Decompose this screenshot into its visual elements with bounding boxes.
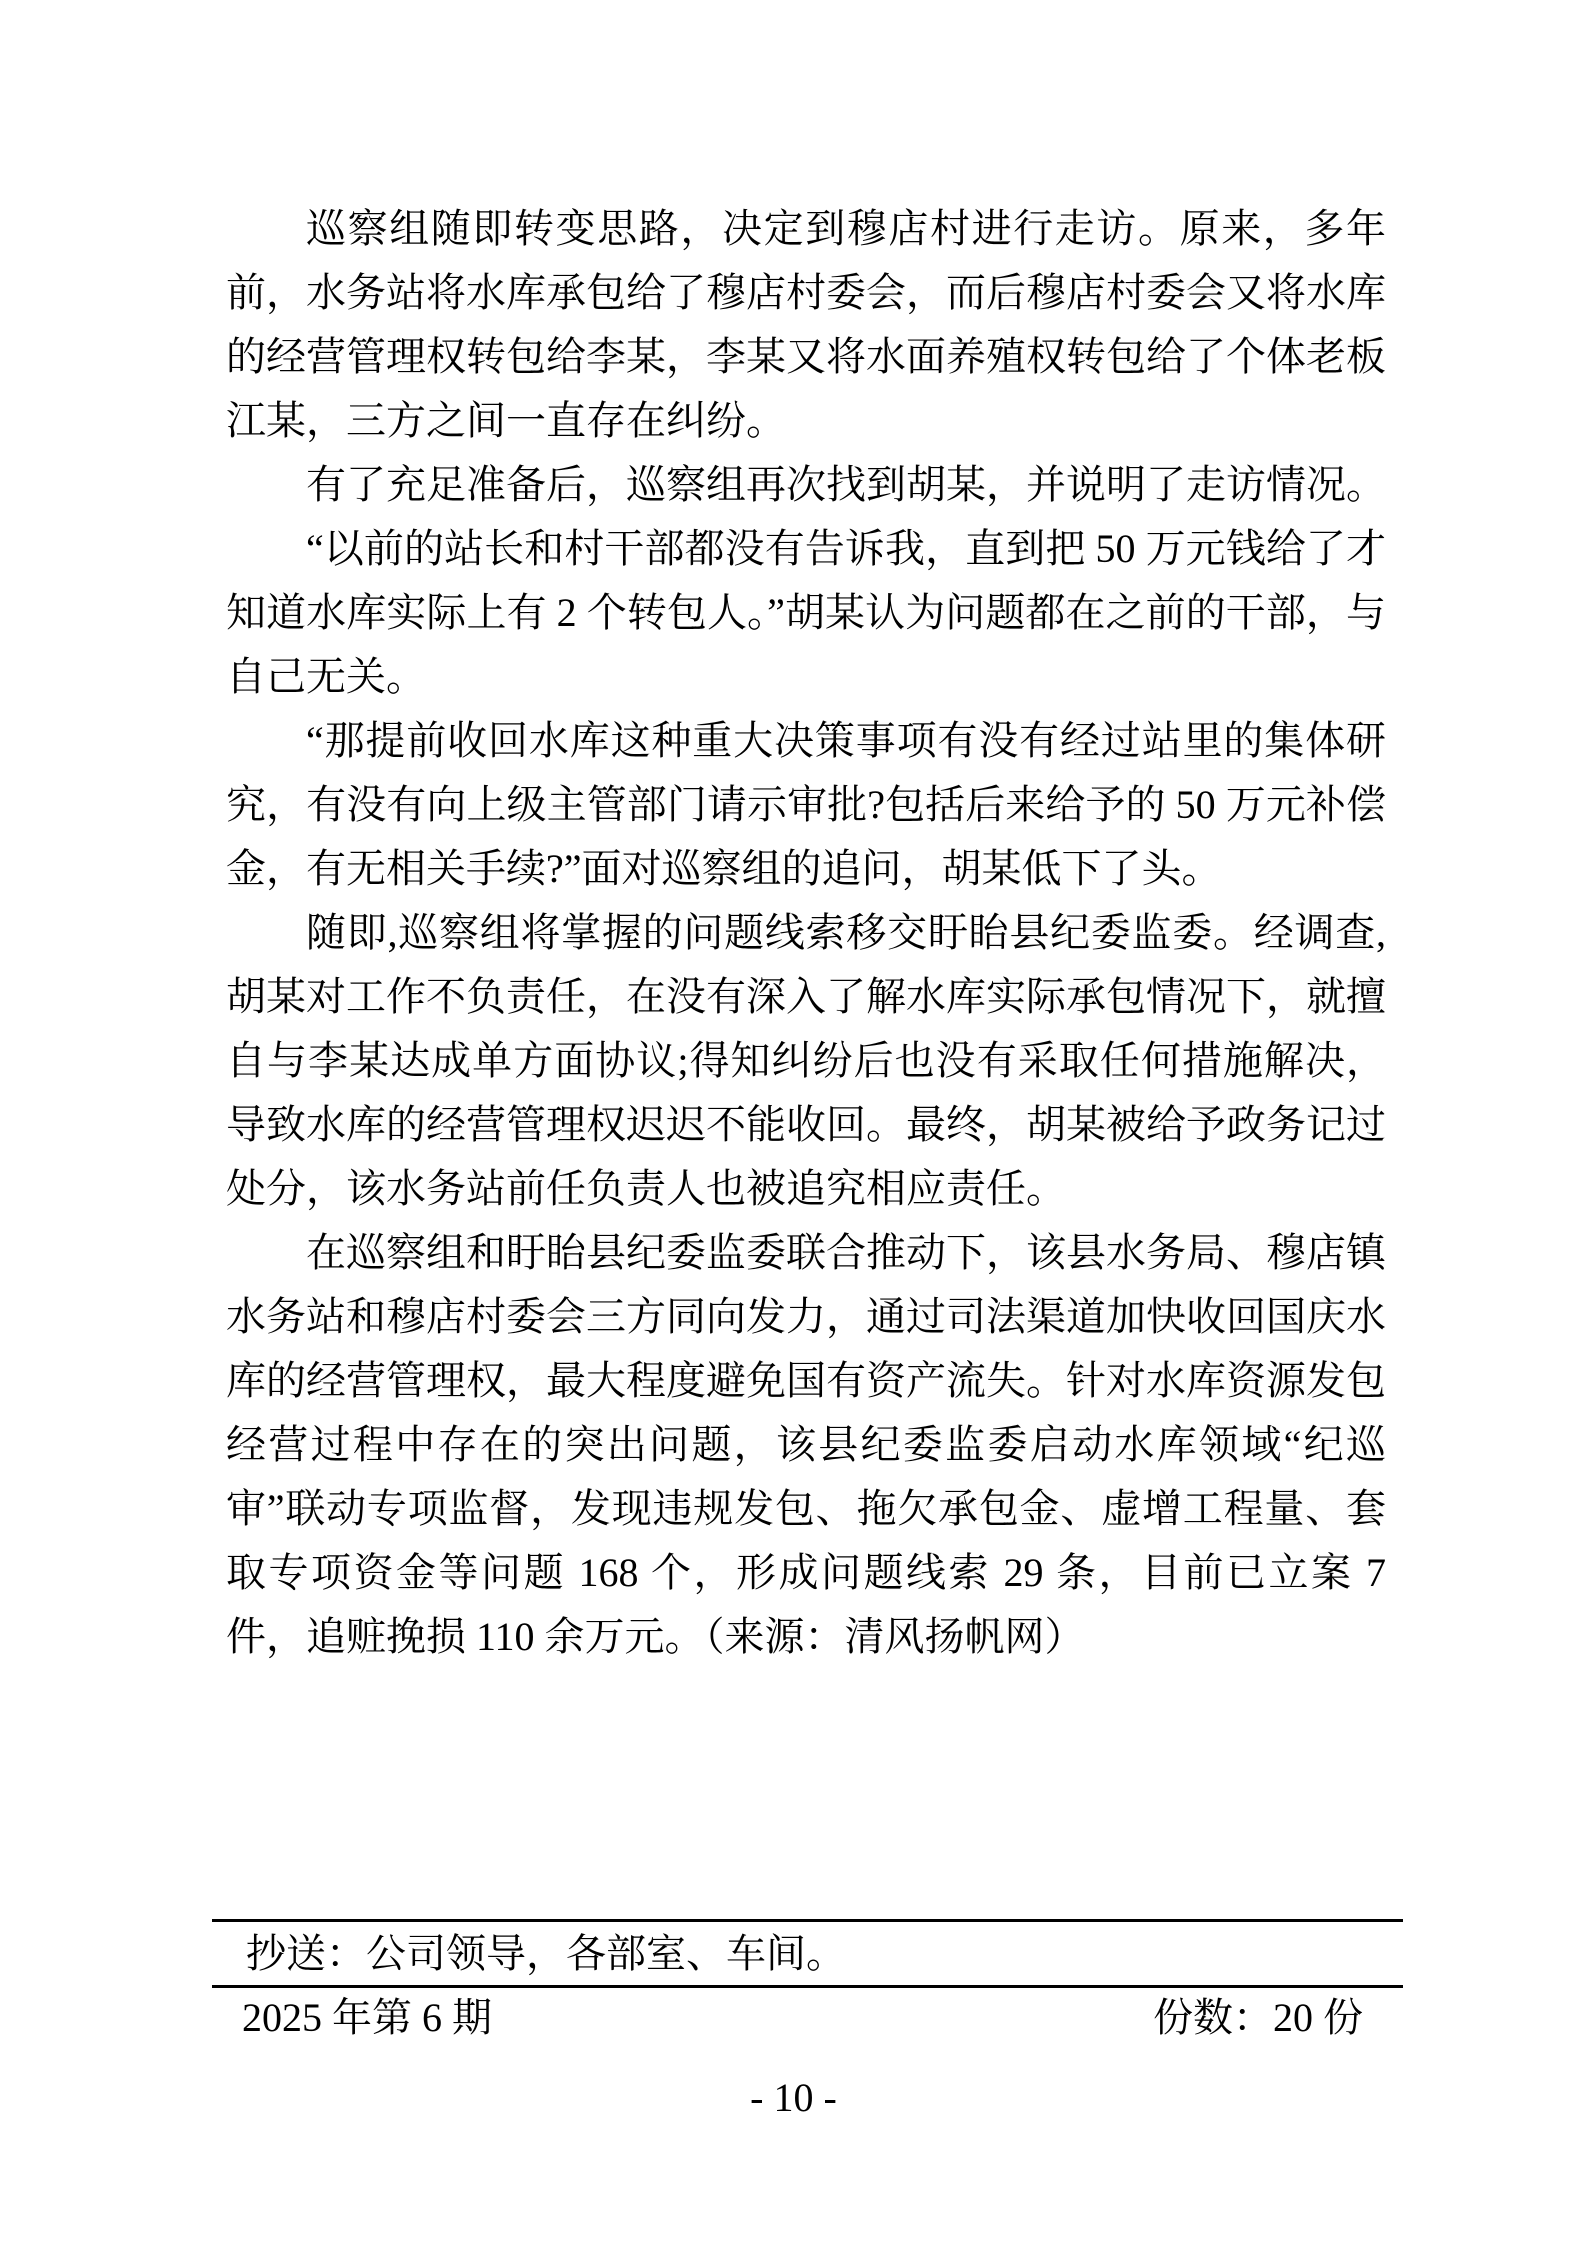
issue-number-text: 2025 年第 6 期 [242, 1995, 492, 2040]
article-body [226, 197, 1386, 1669]
copy-to-text: 抄送：公司领导，各部室、车间。 [246, 1931, 846, 1976]
divider-line-bottom [212, 1985, 1403, 1988]
issue-row [212, 1994, 1403, 2042]
copy-to-line [212, 1922, 1403, 1985]
paragraph: 随即,巡察组将掌握的问题线索移交盱眙县纪委监委。经调查,胡某对工作不负责任，在没有深入了解水库实际承包情况下，就擅自与李某达成单方面协议;得知纠纷后也没有采取任何措施解决，导致水库的经营管理权迟迟不能收回。最终，胡某被给予政务记过处分，该水务站前任负责人也被追究相应责任。 [226, 910, 1386, 1211]
copies-count-text: 份数：20 份 [1153, 1995, 1363, 2040]
paragraph: 巡察组随即转变思路，决定到穆店村进行走访。原来，多年前，水务站将水库承包给了穆店村委会，而后穆店村委会又将水库的经营管理权转包给李某，李某又将水面养殖权转包给了个体老板江某，三方之间一直存在纠纷。 [226, 206, 1386, 443]
paragraph: “以前的站长和村干部都没有告诉我，直到把 50 万元钱给了才知道水库实际上有 2 个转包人。”胡某认为问题都在之前的干部，与自己无关。 [226, 526, 1386, 699]
page-number: - 10 - [750, 2075, 837, 2120]
paragraph: 有了充足准备后，巡察组再次找到胡某，并说明了走访情况。 [306, 462, 1386, 507]
paragraph: “那提前收回水库这种重大决策事项有没有经过站里的集体研究，有没有向上级主管部门请示审批?包括后来给予的 50 万元补偿金，有无相关手续?”面对巡察组的追问，胡某低下了头。 [226, 718, 1386, 891]
paragraph: 在巡察组和盱眙县纪委监委联合推动下，该县水务局、穆店镇水务站和穆店村委会三方同向发力，通过司法渠道加快收回国庆水库的经营管理权，最大程度避免国有资产流失。针对水库资源发包经营过程中存在的突出问题，该县纪委监委启动水库领域“纪巡审”联动专项监督，发现违规发包、拖欠承包金、虚增工程量、套取专项资金等问题 168 个，形成问题线索 29 条，目前已立案 7 件，追赃挽损 110 余万元。（来源：清风扬帆网） [226, 1230, 1386, 1659]
